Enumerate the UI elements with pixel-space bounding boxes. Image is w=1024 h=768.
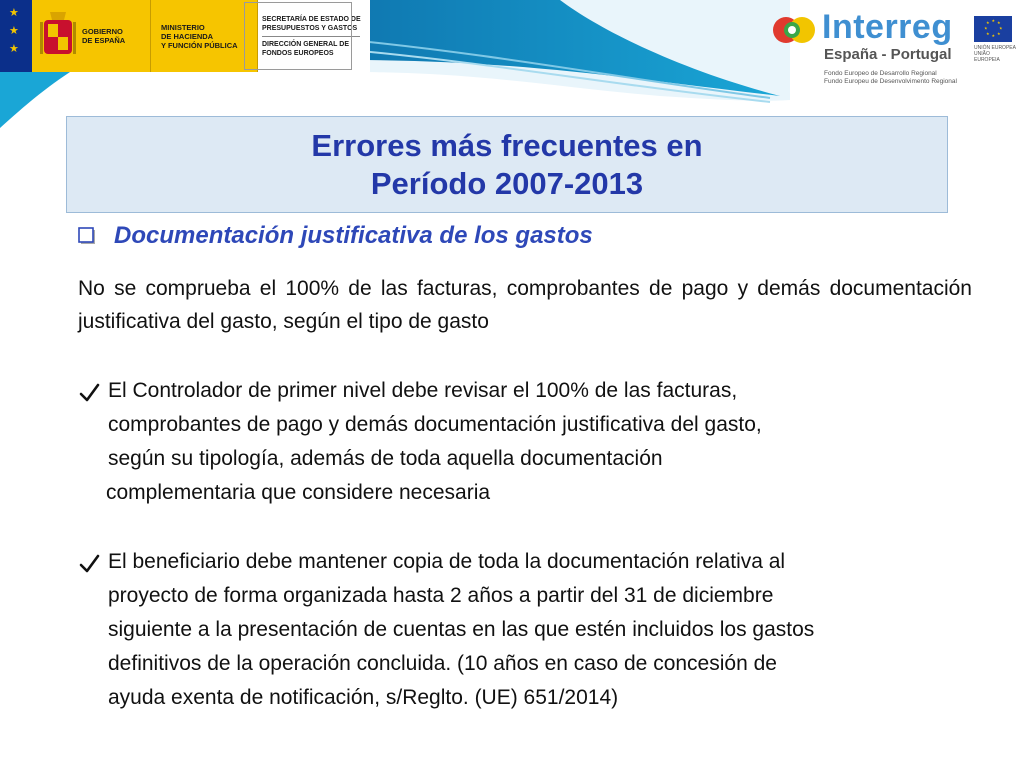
interreg-logo — [772, 8, 1016, 92]
intro-paragraph: No se comprueba el 100% de las facturas, comprobantes de pago y demás documentación justificativa del gasto, según el tipo de gasto — [78, 277, 972, 333]
svg-text:★: ★ — [984, 25, 988, 31]
svg-text:★: ★ — [991, 33, 996, 38]
slide-title-line-2: Período 2007-2013 — [370, 165, 644, 201]
bullet-line: definitivos de la operación concluida. (10 años en caso de concesión de — [108, 652, 777, 675]
svg-text:★: ★ — [997, 31, 1001, 36]
gobierno-block — [32, 0, 150, 72]
bullet-line: según su tipología, además de toda aquella documentación — [108, 447, 663, 470]
coat-of-arms-icon — [40, 10, 76, 62]
direccion-label: DIRECCIÓN GENERAL DE FONDOS EUROPEOS — [262, 40, 349, 57]
bullet-line: El Controlador de primer nivel debe revisar el 100% de las facturas, — [108, 379, 738, 402]
slide-title-box — [66, 116, 948, 213]
svg-text:★: ★ — [997, 20, 1001, 25]
svg-text:★: ★ — [986, 20, 990, 25]
bullet-item — [78, 374, 978, 510]
secretaria-label: SECRETARÍA DE ESTADO DE PRESUPUESTOS Y GASTOS — [262, 15, 361, 32]
checkmark-icon — [78, 553, 100, 575]
section-heading — [78, 222, 593, 250]
interreg-name: Interreg — [822, 8, 953, 46]
eu-label: UNIÓN EUROPEA UNIÃO EUROPEIA — [974, 45, 1016, 63]
secretaria-frame — [244, 2, 352, 70]
slide-title-line-1: Errores más frecuentes en — [311, 127, 703, 163]
eu-stars-strip: ★ ★ ★ — [0, 0, 32, 72]
bullet-text — [108, 545, 814, 715]
bullet-line: siguiente a la presentación de cuentas en las que estén incluidos los gastos — [108, 618, 815, 641]
bullet-line: El beneficiario debe mantener copia de toda la documentación relativa al — [108, 550, 786, 573]
bullet-text — [108, 374, 762, 510]
interreg-fondo-text: Fondo Europeo de Desarrollo Regional Fundo Europeu de Desenvolvimento Regional — [824, 70, 957, 85]
bullet-line: comprobantes de pago y demás documentación justificativa del gasto, — [108, 413, 762, 436]
svg-text:★: ★ — [999, 25, 1003, 31]
svg-text:★: ★ — [986, 31, 990, 36]
eu-flag-icon — [974, 16, 1012, 42]
section-heading-text: Documentación justificativa de los gastos — [114, 222, 593, 249]
ministerio-block — [150, 0, 257, 72]
bullet-line: proyecto de forma organizada hasta 2 años a partir del 31 de diciembre — [108, 584, 774, 607]
bullet-line: complementaria que considere necesaria — [106, 481, 491, 504]
ministerio-label: MINISTERIO DE HACIENDA Y FUNCIÓN PÚBLICA — [161, 22, 238, 50]
svg-text:★: ★ — [991, 18, 996, 23]
gobierno-label: GOBIERNO DE ESPAÑA — [82, 27, 126, 45]
interreg-subtitle: España - Portugal — [824, 46, 952, 63]
bullet-line: ayuda exenta de notificación, s/Reglto. (UE) 651/2014) — [108, 686, 619, 709]
interreg-emblem-icon — [772, 16, 816, 46]
bullet-item — [78, 545, 978, 715]
checkbox-bullet-icon — [78, 227, 96, 245]
checkmark-icon — [78, 382, 100, 404]
